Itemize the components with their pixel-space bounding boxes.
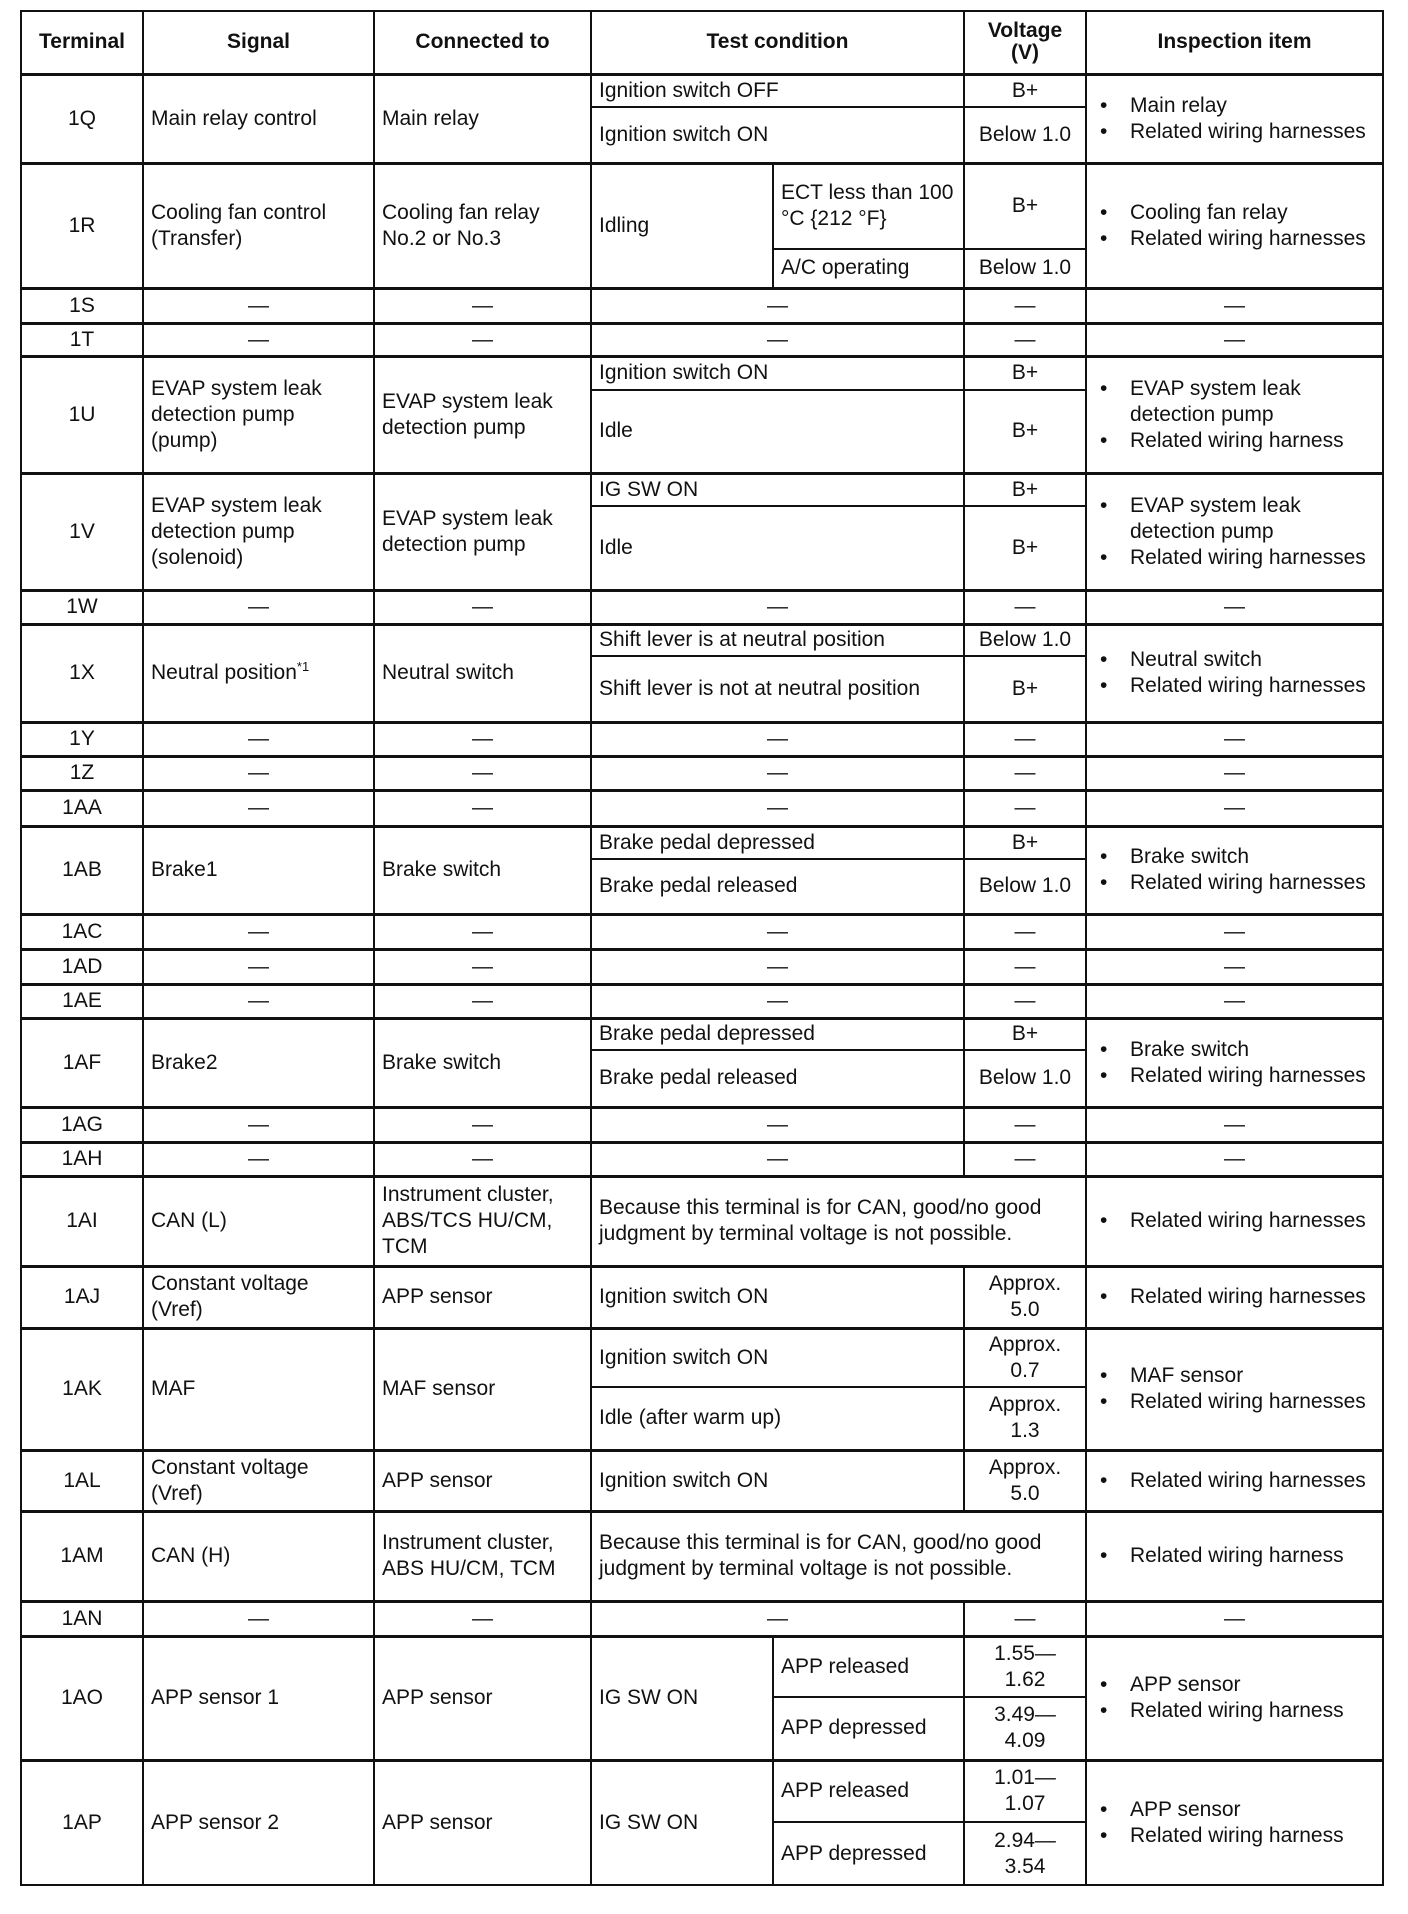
connected-cell: EVAP system leak detection pump (374, 356, 591, 473)
test-condition-cell: — (591, 756, 964, 790)
voltage-cell: B+ (964, 163, 1086, 249)
connected-cell: APP sensor (374, 1266, 591, 1328)
inspection-item: • Related wiring harnesses (1130, 119, 1375, 145)
sub-condition-cell: APP depressed (773, 1822, 964, 1885)
connected-cell: Main relay (374, 74, 591, 163)
connected-cell: — (374, 984, 591, 1018)
inspection-item: • Related wiring harness (1130, 1698, 1375, 1724)
table-row (21, 356, 1383, 390)
connected-cell: — (374, 1601, 591, 1636)
connected-cell: — (374, 790, 591, 826)
table-row (21, 1176, 1383, 1266)
inspection-cell: — (1086, 984, 1383, 1018)
header-inspection-item: Inspection item (1086, 11, 1383, 74)
voltage-cell: B+ (964, 74, 1086, 107)
inspection-item: • Brake switch (1130, 1037, 1375, 1063)
test-condition-cell: Shift lever is at neutral position (591, 624, 964, 656)
inspection-item: • Related wiring harnesses (1130, 1063, 1375, 1089)
signal-text: EVAP system leak detection pump (pump) (151, 376, 322, 452)
signal-cell: — (143, 590, 374, 624)
header-connected-to: Connected to (374, 11, 591, 74)
voltage-cell: — (964, 1142, 1086, 1176)
table-row (21, 1107, 1383, 1142)
sub-condition-cell: ECT less than 100 °C {212 °F} (773, 163, 964, 249)
inspection-cell (1086, 826, 1383, 914)
signal-cell (143, 74, 374, 163)
connected-cell: — (374, 590, 591, 624)
voltage-cell: Below 1.0 (964, 1050, 1086, 1107)
inspection-cell (1086, 356, 1383, 473)
connected-cell: MAF sensor (374, 1328, 591, 1450)
connected-cell: — (374, 323, 591, 356)
voltage-cell: Below 1.0 (964, 624, 1086, 656)
inspection-item: • Brake switch (1130, 844, 1375, 870)
terminal-cell: 1AM (21, 1511, 143, 1601)
signal-cell: — (143, 288, 374, 323)
voltage-cell: 1.01— 1.07 (964, 1760, 1086, 1822)
signal-cell (143, 1511, 374, 1601)
signal-cell: — (143, 756, 374, 790)
inspection-list (1094, 844, 1375, 896)
voltage-cell: B+ (964, 656, 1086, 722)
signal-cell (143, 1266, 374, 1328)
test-condition-cell: Brake pedal released (591, 1050, 964, 1107)
header-signal: Signal (143, 11, 374, 74)
table-row (21, 790, 1383, 826)
test-condition-cell: Ignition switch ON (591, 1266, 964, 1328)
test-condition-cell: Ignition switch ON (591, 356, 964, 390)
inspection-cell: — (1086, 790, 1383, 826)
voltage-cell: — (964, 288, 1086, 323)
signal-cell: — (143, 323, 374, 356)
table-row (21, 163, 1383, 249)
inspection-cell (1086, 1328, 1383, 1450)
table-row (21, 1601, 1383, 1636)
connected-cell: — (374, 288, 591, 323)
signal-text: Brake1 (151, 858, 218, 881)
voltage-cell: Below 1.0 (964, 249, 1086, 288)
inspection-list (1094, 493, 1375, 571)
connected-cell: Cooling fan relay No.2 or No.3 (374, 163, 591, 288)
test-condition-note: Because this terminal is for CAN, good/no good judgment by terminal voltage is not possible. (591, 1511, 1086, 1601)
test-condition-cell: Idle (591, 506, 964, 590)
voltage-cell: Below 1.0 (964, 107, 1086, 163)
inspection-list (1094, 1672, 1375, 1724)
inspection-cell (1086, 1511, 1383, 1601)
terminal-cell: 1AJ (21, 1266, 143, 1328)
inspection-cell (1086, 1636, 1383, 1760)
signal-cell (143, 163, 374, 288)
signal-cell (143, 624, 374, 722)
signal-cell: — (143, 1107, 374, 1142)
inspection-cell (1086, 1266, 1383, 1328)
inspection-cell: — (1086, 323, 1383, 356)
inspection-cell: — (1086, 288, 1383, 323)
voltage-cell: — (964, 323, 1086, 356)
connected-cell: — (374, 1107, 591, 1142)
test-condition-cell: Brake pedal depressed (591, 826, 964, 859)
test-condition-cell: — (591, 949, 964, 984)
header-row (21, 11, 1383, 74)
test-condition-cell: — (591, 288, 964, 323)
terminal-cell: 1AI (21, 1176, 143, 1266)
terminal-cell: 1W (21, 590, 143, 624)
signal-cell (143, 1450, 374, 1511)
terminal-cell: 1X (21, 624, 143, 722)
test-condition-cell: — (591, 323, 964, 356)
terminal-cell: 1U (21, 356, 143, 473)
voltage-cell: — (964, 1107, 1086, 1142)
signal-text: MAF (151, 1377, 196, 1400)
inspection-item: • Related wiring harnesses (1130, 870, 1375, 896)
table-row (21, 1450, 1383, 1511)
inspection-list (1094, 200, 1375, 252)
inspection-list (1094, 1284, 1375, 1310)
voltage-cell: 2.94— 3.54 (964, 1822, 1086, 1885)
table-row (21, 949, 1383, 984)
voltage-cell: — (964, 756, 1086, 790)
header-test-condition: Test condition (591, 11, 964, 74)
signal-cell (143, 473, 374, 590)
test-condition-cell: — (591, 914, 964, 949)
terminal-cell: 1AB (21, 826, 143, 914)
inspection-item: • Related wiring harness (1130, 1543, 1375, 1569)
table-row (21, 1018, 1383, 1050)
inspection-cell: — (1086, 1142, 1383, 1176)
inspection-item: • EVAP system leak detection pump (1130, 493, 1375, 545)
test-condition-cell: Idling (591, 163, 773, 288)
inspection-item: • Main relay (1130, 93, 1375, 119)
inspection-item: • Related wiring harness (1130, 1823, 1375, 1849)
terminal-cell: 1R (21, 163, 143, 288)
test-condition-cell: Idle (591, 390, 964, 473)
signal-cell: — (143, 914, 374, 949)
sub-condition-cell: APP depressed (773, 1697, 964, 1760)
voltage-cell: B+ (964, 826, 1086, 859)
test-condition-cell: IG SW ON (591, 473, 964, 506)
footnote-marker: *1 (296, 659, 310, 674)
table-row (21, 323, 1383, 356)
inspection-item: • EVAP system leak detection pump (1130, 376, 1375, 428)
voltage-cell: — (964, 914, 1086, 949)
inspection-item: • Related wiring harnesses (1130, 1389, 1375, 1415)
sub-condition-cell: APP released (773, 1636, 964, 1697)
inspection-cell: — (1086, 722, 1383, 756)
table-row (21, 624, 1383, 656)
test-condition-cell: IG SW ON (591, 1636, 773, 1760)
inspection-item: • Related wiring harnesses (1130, 1208, 1375, 1234)
terminal-cell: 1AE (21, 984, 143, 1018)
test-condition-cell: IG SW ON (591, 1760, 773, 1885)
table-row (21, 914, 1383, 949)
voltage-cell: 1.55— 1.62 (964, 1636, 1086, 1697)
inspection-item: • Related wiring harness (1130, 428, 1375, 454)
voltage-cell: Approx. 1.3 (964, 1387, 1086, 1450)
voltage-cell: Approx. 5.0 (964, 1450, 1086, 1511)
signal-cell: — (143, 949, 374, 984)
table-row (21, 984, 1383, 1018)
voltage-cell: B+ (964, 390, 1086, 473)
terminal-cell: 1AA (21, 790, 143, 826)
inspection-list (1094, 376, 1375, 454)
inspection-cell (1086, 1760, 1383, 1885)
inspection-cell: — (1086, 914, 1383, 949)
connected-cell: Brake switch (374, 1018, 591, 1107)
signal-cell (143, 826, 374, 914)
inspection-item: • Neutral switch (1130, 647, 1375, 673)
connected-cell: — (374, 949, 591, 984)
test-condition-note: Because this terminal is for CAN, good/no good judgment by terminal voltage is not possible. (591, 1176, 1086, 1266)
terminal-cell: 1AG (21, 1107, 143, 1142)
inspection-cell: — (1086, 590, 1383, 624)
header-voltage: Voltage (V) (964, 11, 1086, 74)
voltage-cell: B+ (964, 473, 1086, 506)
connected-cell: — (374, 722, 591, 756)
inspection-cell (1086, 624, 1383, 722)
signal-cell (143, 1018, 374, 1107)
voltage-cell: — (964, 1601, 1086, 1636)
signal-cell (143, 356, 374, 473)
inspection-list (1094, 647, 1375, 699)
inspection-cell (1086, 473, 1383, 590)
connected-cell: APP sensor (374, 1760, 591, 1885)
connected-cell: Instrument cluster, ABS/TCS HU/CM, TCM (374, 1176, 591, 1266)
test-condition-cell: — (591, 984, 964, 1018)
connected-cell: EVAP system leak detection pump (374, 473, 591, 590)
terminal-cell: 1AF (21, 1018, 143, 1107)
inspection-cell: — (1086, 1107, 1383, 1142)
voltage-cell: — (964, 949, 1086, 984)
table-row (21, 722, 1383, 756)
terminal-cell: 1AP (21, 1760, 143, 1885)
voltage-cell: B+ (964, 1018, 1086, 1050)
terminal-cell: 1AN (21, 1601, 143, 1636)
signal-cell: — (143, 1142, 374, 1176)
terminal-cell: 1Z (21, 756, 143, 790)
voltage-cell: — (964, 790, 1086, 826)
inspection-item: • APP sensor (1130, 1797, 1375, 1823)
terminal-cell: 1AL (21, 1450, 143, 1511)
signal-text: CAN (L) (151, 1209, 227, 1232)
sub-condition-cell: A/C operating (773, 249, 964, 288)
connected-cell: — (374, 756, 591, 790)
signal-text: Neutral position (151, 661, 297, 684)
inspection-cell: — (1086, 949, 1383, 984)
signal-text: Constant voltage (Vref) (151, 1455, 309, 1505)
terminal-cell: 1AH (21, 1142, 143, 1176)
signal-cell (143, 1636, 374, 1760)
terminal-cell: 1T (21, 323, 143, 356)
table-row (21, 756, 1383, 790)
inspection-cell: — (1086, 1601, 1383, 1636)
voltage-cell: — (964, 590, 1086, 624)
table-row (21, 1142, 1383, 1176)
signal-text: Main relay control (151, 106, 317, 130)
sub-condition-cell: APP released (773, 1760, 964, 1822)
connected-cell: APP sensor (374, 1636, 591, 1760)
signal-text: Brake2 (151, 1050, 218, 1074)
test-condition-cell: Ignition switch ON (591, 1328, 964, 1387)
test-condition-cell: — (591, 1142, 964, 1176)
table-row (21, 473, 1383, 506)
signal-text: APP sensor 1 (151, 1686, 280, 1709)
voltage-cell: Below 1.0 (964, 859, 1086, 914)
test-condition-cell: — (591, 1107, 964, 1142)
connected-cell: — (374, 914, 591, 949)
table-row (21, 1760, 1383, 1822)
inspection-item: • MAF sensor (1130, 1363, 1375, 1389)
terminal-cell: 1AD (21, 949, 143, 984)
inspection-list (1094, 1037, 1375, 1089)
test-condition-cell: — (591, 1601, 964, 1636)
inspection-item: • Related wiring harnesses (1130, 1284, 1375, 1310)
inspection-cell (1086, 74, 1383, 163)
inspection-cell (1086, 1450, 1383, 1511)
voltage-cell: 3.49— 4.09 (964, 1697, 1086, 1760)
voltage-cell: Approx. 0.7 (964, 1328, 1086, 1387)
signal-cell (143, 1176, 374, 1266)
signal-text: APP sensor 2 (151, 1810, 280, 1834)
table-row (21, 826, 1383, 859)
inspection-cell (1086, 1018, 1383, 1107)
terminal-cell: 1AC (21, 914, 143, 949)
test-condition-cell: Brake pedal depressed (591, 1018, 964, 1050)
test-condition-cell: Shift lever is not at neutral position (591, 656, 964, 722)
inspection-list (1094, 1797, 1375, 1849)
terminal-cell: 1Q (21, 74, 143, 163)
inspection-list (1094, 93, 1375, 145)
header-terminal: Terminal (21, 11, 143, 74)
terminal-voltage-table (20, 10, 1384, 1886)
signal-text: EVAP system leak detection pump (solenoid) (151, 493, 322, 569)
voltage-cell: B+ (964, 356, 1086, 390)
connected-cell: — (374, 1142, 591, 1176)
connected-cell: Instrument cluster, ABS HU/CM, TCM (374, 1511, 591, 1601)
inspection-item: • APP sensor (1130, 1672, 1375, 1698)
voltage-cell: B+ (964, 506, 1086, 590)
inspection-list (1094, 1543, 1375, 1569)
voltage-cell: Approx. 5.0 (964, 1266, 1086, 1328)
signal-cell (143, 1760, 374, 1885)
table-row (21, 1636, 1383, 1697)
terminal-cell: 1S (21, 288, 143, 323)
inspection-list (1094, 1363, 1375, 1415)
signal-cell: — (143, 1601, 374, 1636)
test-condition-cell: — (591, 722, 964, 756)
voltage-cell: — (964, 984, 1086, 1018)
table-row (21, 1266, 1383, 1328)
terminal-cell: 1V (21, 473, 143, 590)
terminal-cell: 1Y (21, 722, 143, 756)
inspection-item: • Related wiring harnesses (1130, 1468, 1375, 1494)
inspection-item: • Related wiring harnesses (1130, 226, 1375, 252)
connected-cell: APP sensor (374, 1450, 591, 1511)
signal-cell (143, 1328, 374, 1450)
test-condition-cell: Brake pedal released (591, 859, 964, 914)
test-condition-cell: Ignition switch ON (591, 107, 964, 163)
table-row (21, 74, 1383, 107)
inspection-item: • Related wiring harnesses (1130, 673, 1375, 699)
connected-cell: Brake switch (374, 826, 591, 914)
voltage-cell: — (964, 722, 1086, 756)
test-condition-cell: Idle (after warm up) (591, 1387, 964, 1450)
signal-text: CAN (H) (151, 1544, 231, 1567)
test-condition-cell: Ignition switch OFF (591, 74, 964, 107)
connected-cell: Neutral switch (374, 624, 591, 722)
inspection-item: • Cooling fan relay (1130, 200, 1375, 226)
inspection-list (1094, 1208, 1375, 1234)
signal-cell: — (143, 722, 374, 756)
test-condition-cell: — (591, 590, 964, 624)
table-row (21, 1511, 1383, 1601)
inspection-cell: — (1086, 756, 1383, 790)
signal-cell: — (143, 790, 374, 826)
table-row (21, 590, 1383, 624)
inspection-cell (1086, 163, 1383, 288)
terminal-cell: 1AK (21, 1328, 143, 1450)
signal-text: Constant voltage (Vref) (151, 1272, 309, 1321)
terminal-cell: 1AO (21, 1636, 143, 1760)
test-condition-cell: Ignition switch ON (591, 1450, 964, 1511)
inspection-cell (1086, 1176, 1383, 1266)
inspection-list (1094, 1468, 1375, 1494)
signal-cell: — (143, 984, 374, 1018)
inspection-item: • Related wiring harnesses (1130, 545, 1375, 571)
signal-text: Cooling fan control (Transfer) (151, 200, 327, 250)
table-row (21, 1328, 1383, 1387)
table-row (21, 288, 1383, 323)
test-condition-cell: — (591, 790, 964, 826)
